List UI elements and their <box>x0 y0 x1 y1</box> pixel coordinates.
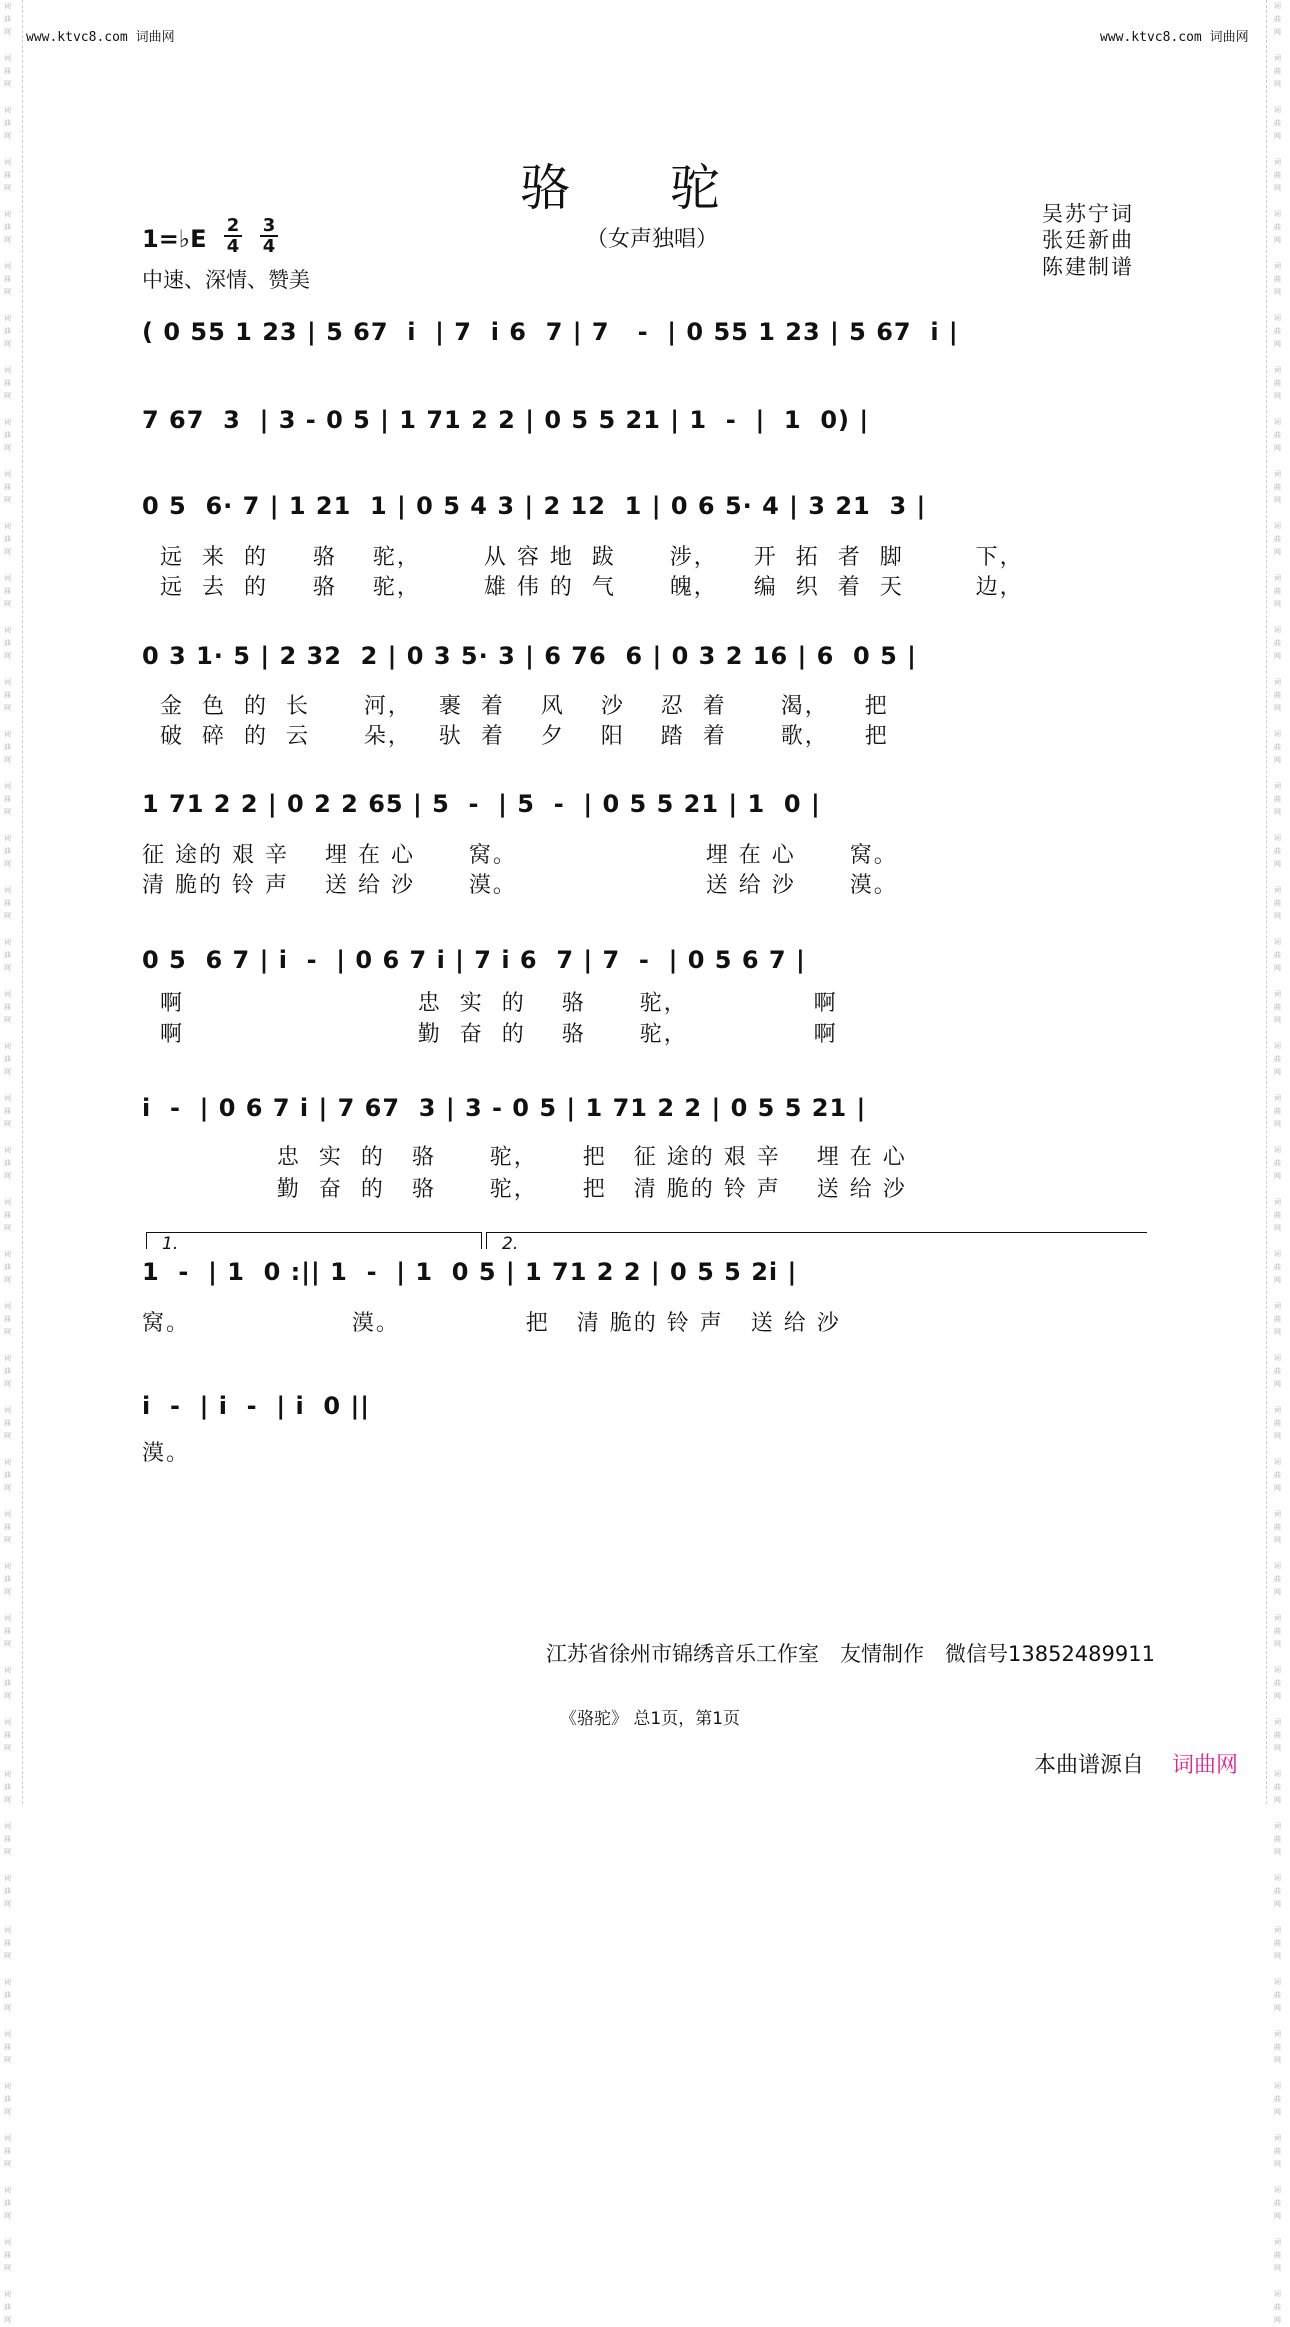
lyrics-verse-1: 征 途的 艰 辛 埋 在 心 窝。 埋 在 心 窝。 <box>142 843 898 868</box>
volta-1-bracket <box>146 1232 482 1249</box>
time-signature-2 <box>260 216 278 256</box>
lyrics-verse-2: 啊 勤 奋 的 骆 驼， 啊 <box>142 1022 838 1047</box>
side-watermark-left: 词 曲 网 词 曲 网 词 曲 网 词 曲 网 词 曲 网 词 曲 网 词 曲 网 词 曲 网 词 曲 网 词 曲 网 词 曲 网 词 曲 网 词 曲 网 词 曲 网 词 曲 网 词 曲 网 词 曲 网 词 曲 网 词 曲 网 词 曲 网 词 曲 网 词 曲 网 词 曲 网 词 曲 网 词 曲 网 词 曲 网 词 曲 网 词 曲 网 词 曲 网 词 曲 网 词 曲 网 词 曲 网 词 曲 网 词 曲 网 词 曲 网 词 曲 网 词 曲 网 词 曲 网 词 曲 网 词 曲 网 词 曲 网 词 曲 网 词 曲 网 词 曲 网 词 曲 网 <box>4 2 11 2324</box>
lyrics-verse-1: 金 色 的 长 河， 裹 着 风 沙 忍 着 渴， 把 <box>142 694 889 719</box>
composer-credit: 张廷新曲 <box>1042 228 1134 252</box>
notes-line: 1 71 2 2 | 0 2 2 65 | 5 - | 5 - | 0 5 5 21 | 1 0 | <box>142 790 821 818</box>
lyrics-verse-1: 啊 忠 实 的 骆 驼， 啊 <box>142 991 838 1016</box>
score-system-7 <box>142 1094 1152 1128</box>
song-subtitle: （女声独唱） <box>586 227 719 252</box>
lyrics-verse-2: 勤 奋 的 骆 驼， 把 清 脆的 铃 声 送 给 沙 <box>142 1177 907 1202</box>
lyrics-verse-2: 远 去 的 骆 驼， 雄 伟 的 气 魄， 编 织 着 天 边， <box>142 575 1024 600</box>
source-link[interactable]: 词曲网 <box>1172 1753 1239 1778</box>
volta-2-label: 2. <box>502 1234 519 1254</box>
score-system-1 <box>142 318 1152 352</box>
side-watermark-right: 词 曲 网 词 曲 网 词 曲 网 词 曲 网 词 曲 网 词 曲 网 词 曲 网 词 曲 网 词 曲 网 词 曲 网 词 曲 网 词 曲 网 词 曲 网 词 曲 网 词 曲 网 词 曲 网 词 曲 网 词 曲 网 词 曲 网 词 曲 网 词 曲 网 词 曲 网 词 曲 网 词 曲 网 词 曲 网 词 曲 网 词 曲 网 词 曲 网 词 曲 网 词 曲 网 词 曲 网 词 曲 网 词 曲 网 词 曲 网 词 曲 网 词 曲 网 词 曲 网 词 曲 网 词 曲 网 词 曲 网 词 曲 网 词 曲 网 词 曲 网 词 曲 网 词 曲 网 <box>1274 2 1281 2324</box>
score-system-4 <box>142 642 1152 676</box>
notes-line: ( 0 55 1 23 | 5 67 i | 7 i 6 7 | 7 - | 0 55 1 23 | 5 67 i | <box>142 318 959 346</box>
notes-line: 0 5 6 7 | i - | 0 6 7 i | 7 i 6 7 | 7 - | 0 5 6 7 | <box>142 946 806 974</box>
notes-line: i - | i - | i 0 || <box>142 1392 370 1420</box>
key-signature: 1=♭E <box>142 225 207 253</box>
volta-1-label: 1. <box>162 1234 179 1254</box>
song-title: 骆 驼 <box>520 159 720 217</box>
score-system-3 <box>142 492 1152 526</box>
source-label: 本曲谱源自 <box>1034 1753 1145 1778</box>
time-sig-1-top: 2 <box>224 216 242 237</box>
time-sig-2-bottom: 4 <box>262 236 276 257</box>
volta-2-bracket <box>486 1232 1147 1249</box>
tempo-marking: 中速、深情、赞美 <box>142 268 310 292</box>
lyrics-verse-1: 漠。 <box>142 1441 191 1466</box>
lyricist-credit: 吴苏宁词 <box>1042 202 1134 226</box>
notes-line: 1 - | 1 0 :|| 1 - | 1 0 5 | 1 71 2 2 | 0 5 5 2i | <box>142 1258 798 1286</box>
page-info: 《骆驼》 总1页，第1页 <box>560 1709 741 1729</box>
notes-line: 7 67 3 | 3 - 0 5 | 1 71 2 2 | 0 5 5 21 | 1 - | 1 0) | <box>142 406 870 434</box>
time-sig-2-top: 3 <box>260 216 278 237</box>
notes-line: i - | 0 6 7 i | 7 67 3 | 3 - 0 5 | 1 71 2 2 | 0 5 5 21 | <box>142 1094 867 1122</box>
score-system-9 <box>142 1392 1152 1426</box>
score-system-8 <box>142 1258 1152 1292</box>
notes-line: 0 3 1· 5 | 2 32 2 | 0 3 5· 3 | 6 76 6 | 0 3 2 16 | 6 0 5 | <box>142 642 917 670</box>
notes-line: 0 5 6· 7 | 1 21 1 | 0 5 4 3 | 2 12 1 | 0 6 5· 4 | 3 21 3 | <box>142 492 927 520</box>
lyrics-verse-1: 窝。 漠。 把 清 脆的 铃 声 送 给 沙 <box>142 1311 841 1336</box>
site-label-left: www.ktvc8.com 词曲网 <box>26 30 175 45</box>
lyrics-verse-2: 清 脆的 铃 声 送 给 沙 漠。 送 给 沙 漠。 <box>142 873 898 898</box>
time-signature-1 <box>224 216 242 256</box>
score-system-2 <box>142 406 1152 440</box>
arranger-credit: 陈建制谱 <box>1042 255 1134 279</box>
right-margin-line <box>1266 0 1267 1804</box>
lyrics-verse-1: 忠 实 的 骆 驼， 把 征 途的 艰 辛 埋 在 心 <box>142 1145 907 1170</box>
score-system-5 <box>142 790 1152 824</box>
site-label-right: www.ktvc8.com 词曲网 <box>1100 30 1249 45</box>
left-margin-line <box>22 0 23 1804</box>
time-sig-1-bottom: 4 <box>226 236 240 257</box>
lyrics-verse-1: 远 来 的 骆 驼， 从 容 地 跋 涉， 开 拓 者 脚 下， <box>142 545 1024 570</box>
studio-credit: 江苏省徐州市锦绣音乐工作室 友情制作 微信号13852489911 <box>546 1642 1155 1666</box>
score-system-6 <box>142 946 1152 980</box>
lyrics-verse-2: 破 碎 的 云 朵， 驮 着 夕 阳 踏 着 歌， 把 <box>142 724 889 749</box>
